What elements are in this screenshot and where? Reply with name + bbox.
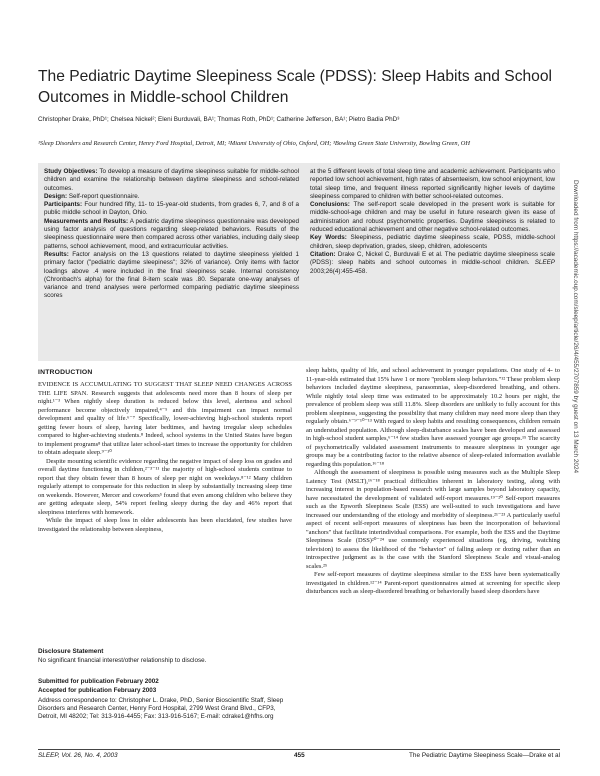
- paragraph: [306, 571, 560, 597]
- abstract-design: [44, 193, 299, 201]
- section-label: Study Objectives:: [44, 168, 98, 175]
- disclosure-heading: Disclosure Statement: [38, 648, 104, 655]
- section-label: Citation:: [310, 250, 336, 258]
- article-title: The Pediatric Daytime Sleepiness Scale (PDSS): Sleep Habits and School Outcomes in Middle-school Children: [38, 68, 552, 106]
- abstract-measurements: [44, 218, 299, 251]
- paragraph-text: While the impact of sleep loss in older adolescents has been elucidated, few studies have investigated the relationship between sleepiness,: [38, 517, 292, 533]
- correspondence-address: Address correspondence to: Christopher L. Drake, PhD, Senior Bioscientific Staff, Sleep Disorders and Research Center, Henry Ford Hospital, 2799 West Grand Blvd., CFP3, Detroit, MI 48202; Tel: 313-916-4455; Fax: 313-916-5167; E-mail: cdrake1@hfhs.org: [38, 697, 284, 721]
- lead-in-caps: EVIDENCE IS ACCUMULATING TO SUGGEST THAT SLEEP NEED CHANGES ACROSS THE LIFE SPAN.: [38, 381, 292, 397]
- citation-ref: 2003;26(4):455-458.: [310, 267, 368, 275]
- paragraph: [38, 381, 292, 458]
- running-title: The Pediatric Daytime Sleepiness Scale—Drake et al: [409, 752, 560, 759]
- paragraph: [38, 517, 292, 534]
- abstract-results-continued: [310, 168, 555, 201]
- submitted-date: Submitted for publication February 2002: [38, 678, 159, 685]
- paragraph: [38, 458, 292, 518]
- paragraph-text: Although the assessment of sleepiness is possible using measures such as the Multiple Sleep Latency Test (MSLT),¹⁶⁻¹⁸ practical difficulties inherent in laboratory testing, along with increasing interest in population-based research with large samples beyond laboratory capacity, have necessitated the development of validated self-report measures.¹⁹⁻²⁰ Self-report measures such as the Epworth Sleepiness Scale (ESS) are well-suited to such investigations and have increased our understanding of the etiology and morbidity of sleepiness.²¹⁻²³ A particularly useful aspect of recent self-report measures of sleepiness has been the incorporation of behavioral "anchors" that facilitate interindividual comparisons. For example, both the ESS and the Daytime Sleepiness Scale (DSS)²⁰⁻²⁴ use commonly experienced situations (eg, driving, watching television) to assess the likelihood of the "behavior" of falling asleep or dozing rather than an introspective judgment as is the case with the Stanford Sleepiness Scale and visual-analog scales.²⁵: [306, 469, 560, 570]
- download-notice: Downloaded from https://academic.oup.com/sleep/article/26/4/455/2707859 by guest on 13 March 2024: [572, 180, 579, 474]
- abstract-results: [44, 251, 299, 301]
- footer-divider: [38, 749, 560, 750]
- page-number: 455: [294, 752, 305, 759]
- section-text: at the 5 different levels of total sleep time and academic achievement. Participants who reported low school achievement, high rates of absenteeism, low school enjoyment, low total sleep time, and frequent illness reported significantly higher levels of daytime sleepiness compared to children with better school-related outcomes.: [310, 168, 555, 200]
- section-label: Participants:: [44, 201, 83, 209]
- section-label: Conclusions:: [310, 201, 350, 209]
- download-sidebar: [570, 180, 580, 610]
- section-text: Self-report questionnaire.: [68, 192, 140, 200]
- section-text: Sleepiness, pediatric daytime sleepiness scale, PDSS, middle-school children, sleep deprivation, grades, sleep, children, adolescents: [310, 234, 556, 250]
- section-text: Factor analysis on the 13 questions related to daytime sleepiness yielded 1 primary factor ("pediatric daytime sleepiness"; 32% of variance). Only items with factor loadings above .4 were included in the final sleepiness scale. Internal consistency (Chronbach's alpha) for the final 8-item scale was .80. Separate one-way analyses of variance and trend analyses were performed comparing pediatric daytime sleepiness scores: [44, 250, 299, 300]
- paragraph-text: Despite mounting scientific evidence regarding the negative impact of sleep loss on grades and overall daytime functioning in children,²⁻³⁻¹¹ the majority of high-school students continue to report that they obtain fewer than 8 hours of sleep per night on weekdays.⁸⁻¹² Many children regularly attempt to compensate for this reduction in sleep by substantially increasing sleep time on weekends. However, Mercer and coworkers⁵ found that even among children who believe they are getting adequate sleep, 54% report feeling sleepy during the day and 46% report that sleepiness interferes with homework.: [38, 457, 292, 516]
- section-label: Measurements and Results:: [44, 217, 129, 225]
- body-column-right: [306, 367, 560, 597]
- abstract-key-words: [310, 234, 555, 251]
- author-list: Christopher Drake, PhD¹; Chelsea Nickel²; Eleni Burduvali, BA¹; Thomas Roth, PhD¹; Catherine Jefferson, BA¹; Pietro Badia PhD³: [38, 116, 400, 123]
- section-text: The self-report scale developed in the present work is suitable for middle-school-age children and may be useful in future research given its ease of administration and robust psychometric properties. Daytime sleepiness is related to reduced educational achievement and other negative school-related outcomes.: [310, 201, 555, 234]
- section-label: Design:: [44, 192, 68, 200]
- abstract-participants: [44, 201, 299, 218]
- citation-journal: SLEEP: [534, 259, 555, 267]
- abstract-column-left: [44, 168, 299, 301]
- paragraph-text: Few self-report measures of daytime sleepiness similar to the ESS have been systematically investigated in children.¹²⁻¹⁴ Parent-report questionnaires aimed at screening for specific sleep disturbances such as sleep-disordered breathing or behaviorally based sleep disorders have: [306, 571, 560, 595]
- paragraph: [306, 469, 560, 571]
- paragraph-text: Research suggests that adolescents need more than 8 hours of sleep per night.¹⁻³ When nightly sleep duration is reduced below this level, alertness and school performance become objectively impaired,⁴⁻⁵ and this impairment can impact normal development and quality of life.⁶⁻⁷ Specifically, lower-achieving high-school students report getting fewer hours of sleep, having later bedtimes, and having irregular sleep schedules compared to higher-achieving students.⁸ Indeed, school systems in the United States have begun to implement programs⁸ that utilize later school-start times to increase the opportunity for children to obtain adequate sleep.⁹⁻¹⁰: [38, 389, 293, 456]
- section-label: Results:: [44, 250, 69, 258]
- abstract-conclusions: [310, 201, 555, 234]
- section-heading-introduction: INTRODUCTION: [38, 369, 93, 376]
- footer-journal-ref: SLEEP, Vol. 26, No. 4, 2003: [38, 752, 118, 759]
- section-text: Four hundred fifty, 11- to 15-year-old students, from grades 6, 7, and 8 of a public middle school in Dayton, Ohio.: [44, 201, 300, 217]
- accepted-date: Accepted for publication February 2003: [38, 687, 157, 694]
- section-text: Drake C, Nickel C, Burduvali E et al. The pediatric daytime sleepiness scale (PDSS): sleep habits and school outcomes in middle-school children.: [310, 250, 556, 267]
- disclosure-text: No significant financial interest/other relationship to disclose.: [38, 657, 207, 664]
- section-text: To develop a measure of daytime sleepiness suitable for middle-school children and examine the relationship between daytime sleepiness and school-related outcomes.: [44, 168, 299, 192]
- abstract-study-objectives: [44, 168, 299, 193]
- abstract-column-right: [310, 168, 555, 276]
- body-column-left: [38, 381, 292, 534]
- abstract-citation: [310, 251, 555, 276]
- affiliations: ¹Sleep Disorders and Research Center, Henry Ford Hospital, Detroit, MI; ²Miami University of Ohio, Oxford, OH; ³Bowling Green State University, Bowling Green, OH: [38, 140, 471, 147]
- paragraph-text: sleep habits, quality of life, and school achievement in younger populations. One study of 4- to 11-year-olds estimated that 15% have 1 or more "problem sleep behaviors."¹² These problem sleep behaviors included daytime sleepiness, parasomnias, sleep-disordered breathing, and others. While nightly total sleep time was estimated to be approximately 10.2 hours per night, the prevalence of problem sleep was still 11.8%. Sleep disorders are unlikely to fully account for this problem sleepiness, suggesting the possibility that many children may need more sleep than they regularly obtain.⁶⁻⁹⁻¹⁰⁻¹³ With regard to sleep habits and resulting consequences, children remain an understudied population. Although sleep-disturbance scales have been developed and assessed in high-school student samples,⁶⁻¹⁴ few studies have assessed younger age groups.¹⁵ The scarcity of psychometrically validated assessment instruments to measure sleepiness in younger age groups may be a contributing factor to the relative absence of sleep-related information available regarding this population.¹⁶⁻¹⁸: [306, 367, 560, 468]
- paragraph: [306, 367, 560, 469]
- section-text: A pediatric daytime sleepiness questionnaire was developed using factor analysis of questions regarding sleep-related behaviors. Results of the sleepiness questionnaire were then compared across other variables, including daily sleep patterns, school achievement, mood, and extracurricular activities.: [44, 217, 299, 250]
- section-label: Key Words:: [310, 234, 347, 242]
